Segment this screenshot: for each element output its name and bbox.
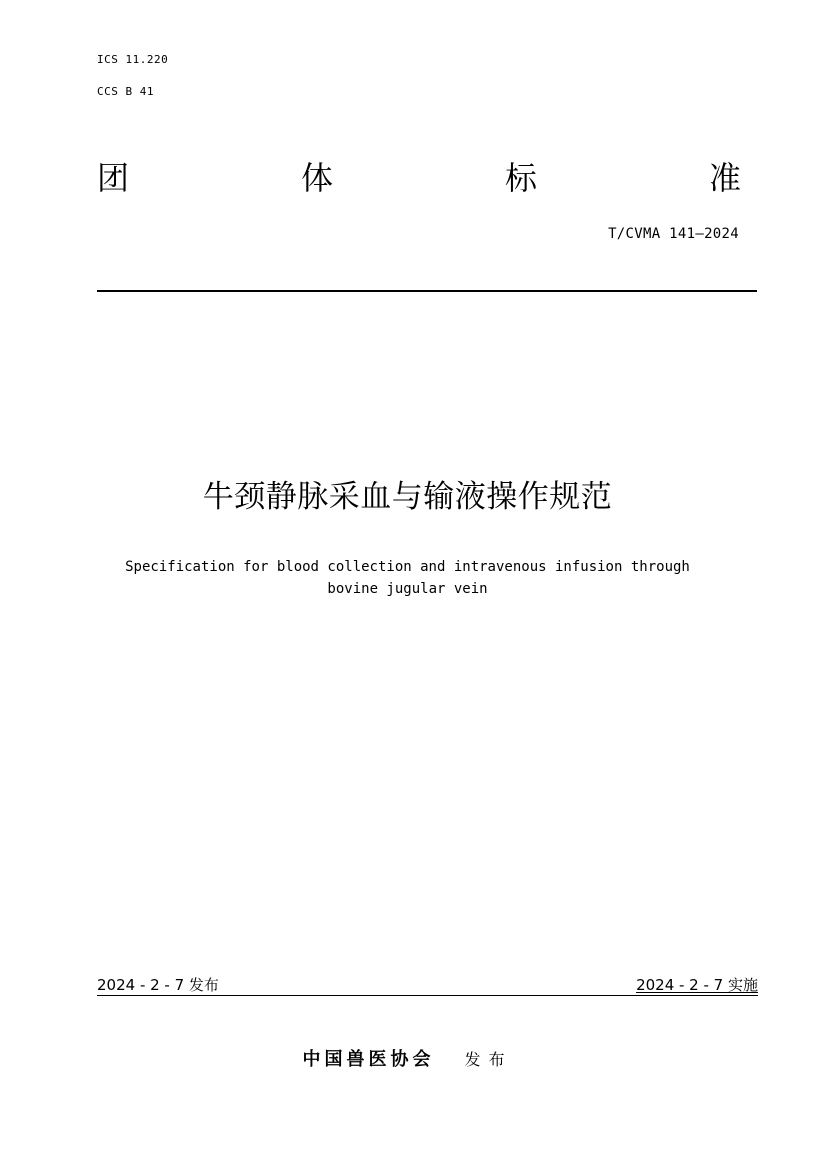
standard-type-char: 团 — [97, 159, 130, 197]
ics-code: ICS 11.220 — [97, 53, 169, 66]
publisher-action: 发布 — [464, 1050, 513, 1069]
bottom-divider — [97, 995, 758, 996]
top-divider — [97, 290, 757, 292]
standard-type-char: 体 — [300, 159, 333, 197]
title-english-line: bovine jugular vein — [327, 581, 488, 597]
publisher-organization: 中国兽医协会 — [302, 1049, 435, 1070]
implementation-date: 2024 - 2 - 7 实施 — [636, 976, 758, 994]
title-english-line: Specification for blood collection and intravenous infusion through — [125, 559, 690, 575]
standard-type-heading — [97, 158, 741, 198]
ccs-code: CCS B 41 — [97, 85, 154, 98]
publisher-line — [0, 1048, 815, 1072]
standard-type-char: 标 — [504, 159, 537, 197]
issue-date: 2024 - 2 - 7 发布 — [97, 976, 219, 994]
title-english — [60, 556, 755, 600]
standard-code: T/CVMA 141—2024 — [608, 226, 739, 242]
title-chinese: 牛颈静脉采血与输液操作规范 — [202, 479, 613, 515]
standard-type-char: 准 — [708, 159, 741, 197]
